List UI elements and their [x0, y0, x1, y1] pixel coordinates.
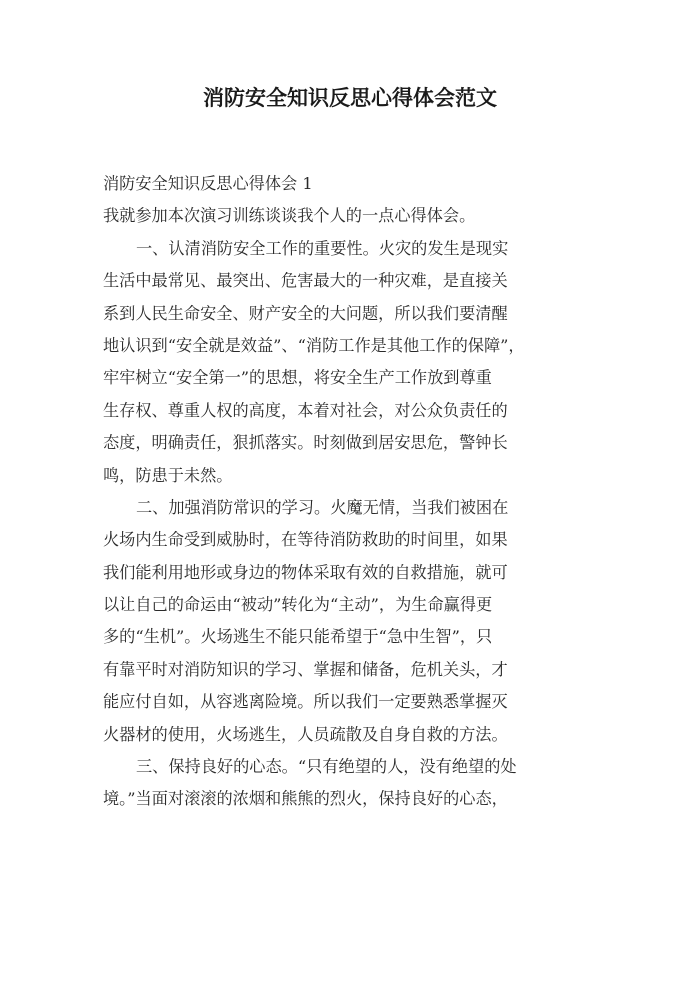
paragraph-line: 我就参加本次演习训练谈谈我个人的一点心得体会。	[103, 206, 476, 226]
document-body	[103, 168, 600, 816]
paragraph-line: 三、保持良好的心态。“只有绝望的人，没有绝望的处	[136, 757, 517, 777]
paragraph-line: 一、认清消防安全工作的重要性。火灾的发生是现实	[136, 238, 509, 258]
paragraph-line: 生活中最常见、最突出、危害最大的一种灾难，是直接关	[103, 271, 508, 291]
paragraph-line: 二、加强消防常识的学习。火魔无情，当我们被困在	[136, 497, 509, 517]
paragraph-line: 以让自己的命运由“被动”转化为“主动”，为生命赢得更	[103, 595, 493, 615]
paragraph-line: 牢牢树立“安全第一”的思想，将安全生产工作放到尊重	[103, 368, 492, 388]
paragraph-line: 多的“生机”。火场逃生不能只能希望于“急中生智”，只	[103, 627, 493, 647]
section-heading: 消防安全知识反思心得体会 1	[103, 174, 313, 193]
paragraph-line: 我们能利用地形或身边的物体采取有效的自救措施，就可	[103, 562, 508, 582]
paragraph-line: 地认识到“安全就是效益”、“消防工作是其他工作的保障”，	[103, 335, 525, 355]
paragraph-line: 态度，明确责任，狠抓落实。时刻做到居安思危，警钟长	[103, 433, 508, 453]
document-title: 消防安全知识反思心得体会范文	[203, 86, 497, 110]
paragraph-line: 火器材的使用，火场逃生，人员疏散及自身自救的方法。	[103, 724, 508, 744]
paragraph-line: 境。”当面对滚滚的浓烟和熊熊的烈火，保持良好的心态，	[103, 789, 508, 809]
paragraph-line: 系到人民生命安全、财产安全的大问题，所以我们要清醒	[103, 303, 508, 323]
paragraph-line: 生存权、尊重人权的高度，本着对社会，对公众负责任的	[103, 400, 508, 420]
paragraph-line: 能应付自如，从容逃离险境。所以我们一定要熟悉掌握灭	[103, 692, 508, 712]
paragraph-line: 火场内生命受到威胁时，在等待消防救助的时间里，如果	[103, 530, 508, 550]
paragraph-line: 有靠平时对消防知识的学习、掌握和储备，危机关头，才	[103, 659, 508, 679]
paragraph-line: 鸣，防患于未然。	[103, 465, 233, 485]
